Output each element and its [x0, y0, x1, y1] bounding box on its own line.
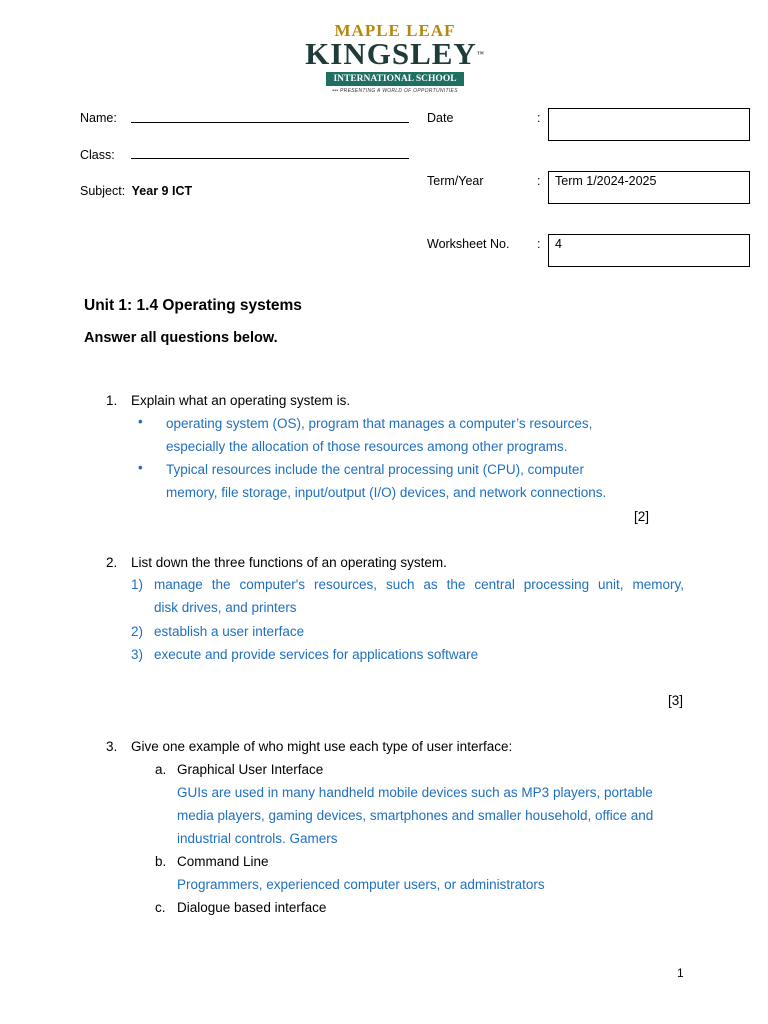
q3-text: Give one example of who might use each type of user interface:	[131, 739, 513, 754]
q2-item-2-number: 2)	[131, 624, 144, 639]
q3a-text: Graphical User Interface	[177, 762, 324, 777]
q3a-answer-line-2: media players, gaming devices, smartphones and smaller household, office and	[177, 808, 654, 823]
logo-kingsley	[300, 36, 490, 71]
q3a-answer-line-3: industrial controls. Gamers	[177, 831, 338, 846]
class-label: Class:	[80, 148, 115, 162]
q3-number: 3.	[106, 739, 118, 754]
q2-text: List down the three functions of an operating system.	[131, 555, 447, 570]
q1-bullet-1: •	[138, 414, 143, 429]
date-colon: :	[537, 111, 541, 125]
q3c-text: Dialogue based interface	[177, 900, 327, 915]
instruction: Answer all questions below.	[84, 330, 278, 346]
q1-answer-1-line-2: especially the allocation of those resources among other programs.	[166, 439, 568, 454]
q2-item-3: execute and provide services for applications software	[154, 647, 479, 662]
q3a-answer	[177, 781, 653, 850]
q3a-label: a.	[155, 762, 167, 777]
q1-number: 1.	[106, 393, 118, 408]
worksheet-colon: :	[537, 237, 541, 251]
name-label: Name:	[80, 111, 117, 125]
q1-answer-1-line-1: operating system (OS), program that manages a computer’s resources,	[166, 416, 593, 431]
unit-title: Unit 1: 1.4 Operating systems	[84, 297, 302, 314]
logo-international-school: INTERNATIONAL SCHOOL	[326, 72, 463, 86]
worksheet-label: Worksheet No.	[427, 237, 510, 251]
subject-row	[80, 184, 192, 198]
q2-marks: [3]	[668, 693, 684, 708]
logo-trademark: ™	[476, 50, 485, 58]
q2-item-1-line-2: disk drives, and printers	[154, 600, 297, 615]
q2-item-1-number: 1)	[131, 577, 144, 592]
worksheet-box[interactable]: 4	[548, 234, 750, 267]
term-label: Term/Year	[427, 174, 484, 188]
subject-value: Year 9 ICT	[131, 184, 193, 198]
school-logo	[300, 22, 490, 92]
term-box[interactable]: Term 1/2024-2025	[548, 171, 750, 204]
page-number: 1	[677, 966, 684, 980]
q1-answer-1	[166, 412, 592, 458]
q3b-answer: Programmers, experienced computer users, or administrators	[177, 877, 545, 892]
q1-text: Explain what an operating system is.	[131, 393, 351, 408]
q1-marks: [2]	[634, 509, 650, 524]
q2-item-2: establish a user interface	[154, 624, 305, 639]
q2-item-3-number: 3)	[131, 647, 144, 662]
q1-answer-2	[166, 458, 606, 504]
q3b-text: Command Line	[177, 854, 269, 869]
q2-item-1	[154, 573, 684, 619]
term-colon: :	[537, 174, 541, 188]
date-box[interactable]	[548, 108, 750, 141]
q3c-label: c.	[155, 900, 166, 915]
subject-label: Subject:	[80, 184, 126, 198]
logo-tagline: ••• PRESENTING A WORLD OF OPPORTUNITIES	[332, 88, 458, 94]
q1-answer-2-line-2: memory, file storage, input/output (I/O) devices, and network connections.	[166, 485, 607, 500]
q3b-label: b.	[155, 854, 167, 869]
q1-bullet-2: •	[138, 460, 143, 475]
name-line[interactable]	[131, 122, 409, 123]
q1-answer-2-line-1: Typical resources include the central processing unit (CPU), computer	[166, 462, 584, 477]
q2-number: 2.	[106, 555, 118, 570]
logo-maple-leaf: MAPLE LEAF	[334, 21, 456, 40]
date-label: Date	[427, 111, 454, 125]
class-line[interactable]	[131, 158, 409, 159]
q3a-answer-line-1: GUIs are used in many handheld mobile devices such as MP3 players, portable	[177, 785, 653, 800]
q2-item-1-line-1: manage the computer's resources, such as the central processing unit, memory,	[154, 577, 684, 592]
logo-kingsley-text: KINGSLEY	[305, 36, 477, 71]
